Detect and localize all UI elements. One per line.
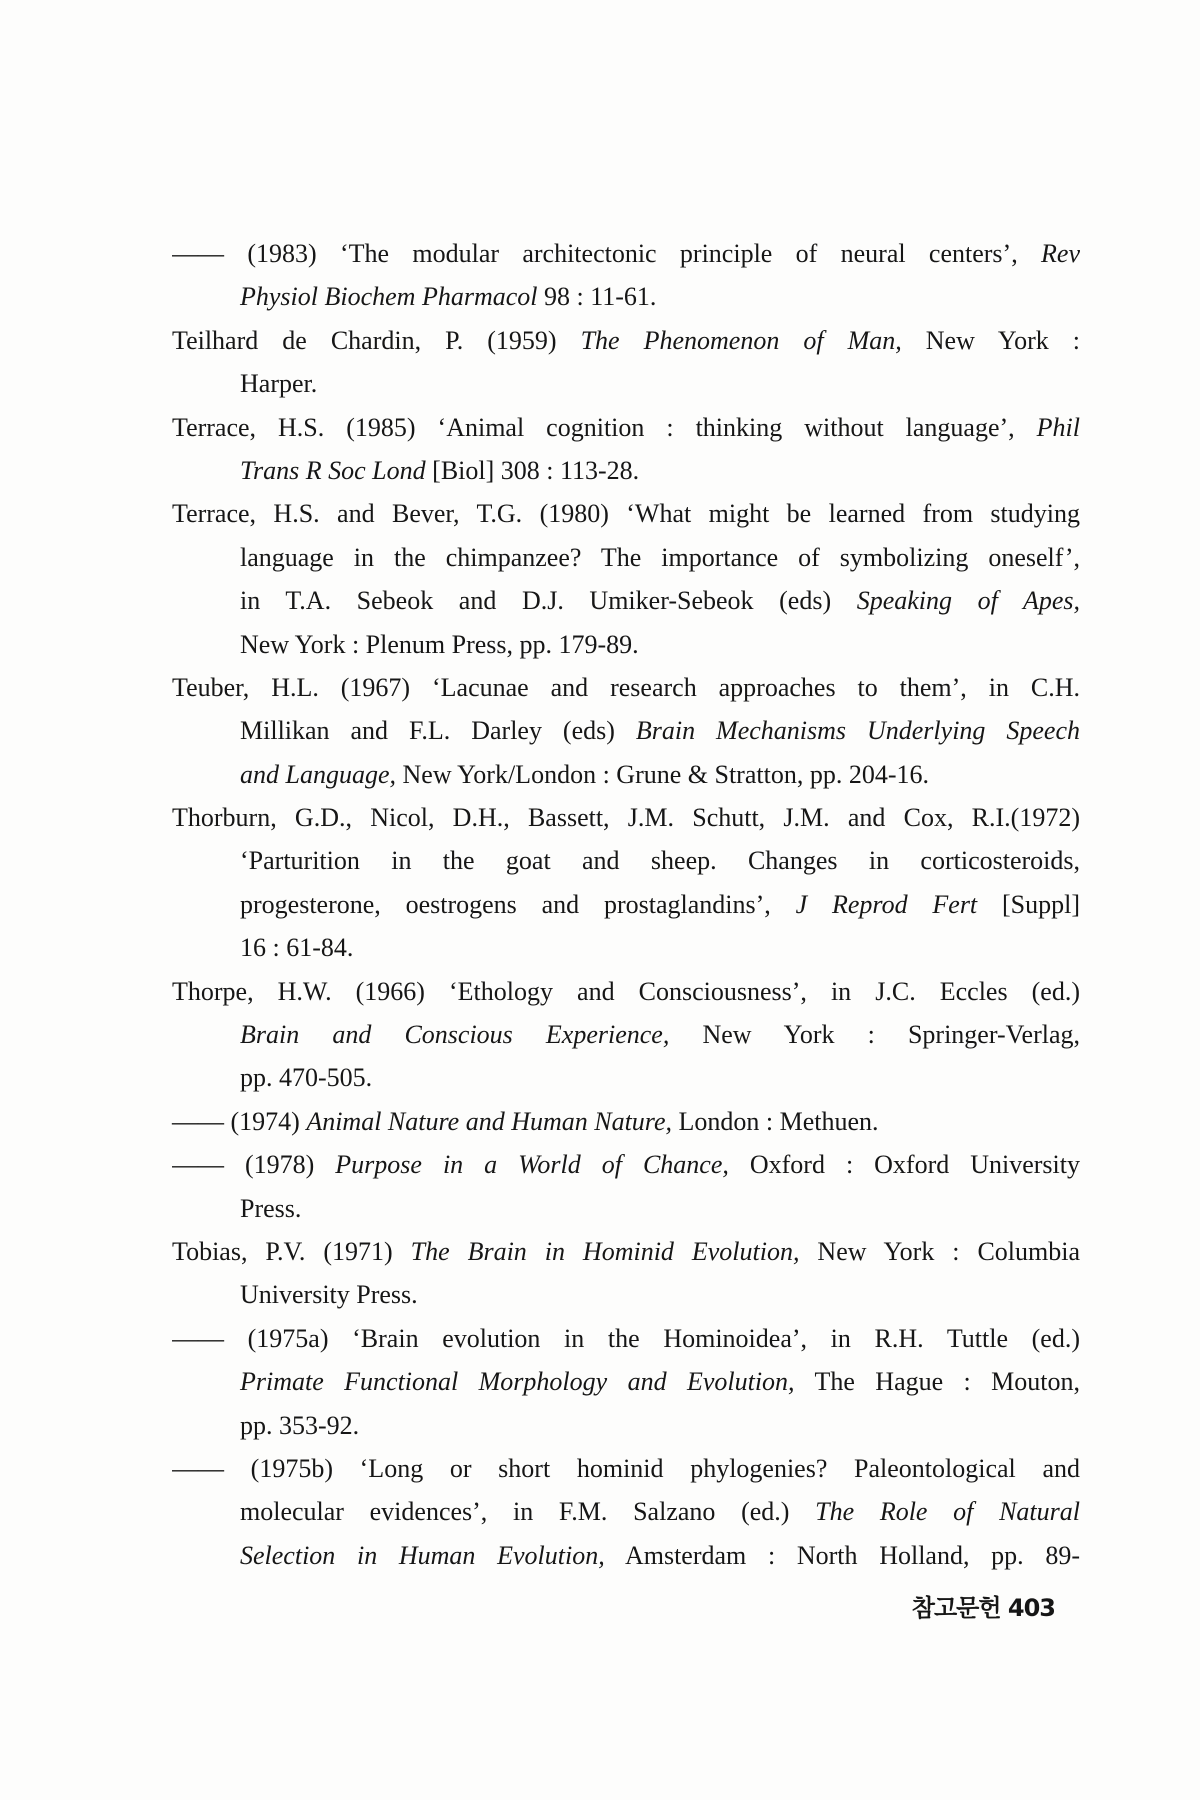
reference-line — [172, 319, 1080, 362]
reference-line — [172, 406, 1080, 449]
citation-text: Harper. — [240, 369, 318, 399]
reference-entry — [172, 406, 1080, 493]
reference-entry — [172, 232, 1080, 319]
reference-line — [172, 1100, 1080, 1143]
reference-entry — [172, 1447, 1080, 1577]
reference-entry — [172, 970, 1080, 1100]
italic-title: and Language, — [240, 759, 396, 789]
italic-title: Rev — [1041, 239, 1080, 268]
italic-title: The Brain in Hominid Evolution, — [410, 1236, 800, 1266]
citation-text: Tobias, P.V. (1971) — [172, 1236, 411, 1266]
citation-text: progesterone, oestrogens and prostaglandins’, — [240, 889, 796, 919]
citation-text: —— (1978) — [172, 1150, 336, 1180]
reference-line — [172, 1273, 1080, 1316]
reference-line — [172, 709, 1080, 752]
reference-line — [172, 1056, 1080, 1099]
reference-line — [172, 753, 1080, 796]
reference-entry — [172, 1100, 1080, 1143]
reference-line — [172, 883, 1080, 926]
reference-line — [172, 1447, 1080, 1490]
reference-entry — [172, 1143, 1080, 1230]
reference-entry — [172, 319, 1080, 406]
italic-title: Brain Mechanisms Underlying Speech — [635, 716, 1080, 746]
citation-text: New York : — [901, 325, 1080, 355]
citation-text: The Hague : Mouton, — [794, 1367, 1080, 1397]
citation-text: language in the chimpanzee? The importance of symbolizing oneself’, — [240, 542, 1080, 572]
reference-line — [172, 839, 1080, 882]
running-section-title: 참고문헌 — [911, 1594, 1001, 1622]
citation-text: in T.A. Sebeok and D.J. Umiker-Sebeok (eds) — [240, 586, 857, 616]
citation-text: Millikan and F.L. Darley (eds) — [240, 716, 636, 746]
citation-text: 98 : 11-61. — [537, 282, 657, 312]
citation-text: New York : Plenum Press, pp. 179-89. — [240, 629, 639, 659]
citation-text: Terrace, H.S. (1985) ‘Animal cognition : thinking without language’, — [172, 412, 1037, 442]
citation-text: Thorpe, H.W. (1966) ‘Ethology and Consciousness’, in J.C. Eccles (ed.) — [172, 976, 1080, 1006]
reference-line — [172, 492, 1080, 535]
reference-line — [172, 449, 1080, 492]
italic-title: J Reprod Fert — [795, 889, 978, 919]
citation-text: —— (1975a) ‘Brain evolution in the Hominoidea’, in R.H. Tuttle (ed.) — [172, 1323, 1080, 1353]
citation-text: [Biol] 308 : 113-28. — [425, 455, 640, 485]
citation-text: —— (1974) — [172, 1106, 307, 1136]
citation-text: New York/London : Grune & Stratton, pp. 204-16. — [396, 759, 929, 789]
italic-title: Speaking of Apes, — [856, 586, 1080, 616]
reference-line — [172, 232, 1080, 275]
reference-list — [172, 232, 1080, 1577]
citation-text: ‘Parturition in the goat and sheep. Changes in corticosteroids, — [240, 846, 1080, 876]
citation-text: Teuber, H.L. (1967) ‘Lacunae and research approaches to them’, in C.H. — [172, 672, 1080, 702]
citation-text: Oxford : Oxford University — [728, 1150, 1080, 1180]
citation-text: pp. 353-92. — [240, 1410, 360, 1440]
reference-line — [172, 579, 1080, 622]
reference-line — [172, 926, 1080, 969]
reference-line — [172, 666, 1080, 709]
italic-title: Brain and Conscious Experience, — [240, 1020, 670, 1050]
italic-title: Trans R Soc Lond — [240, 455, 426, 485]
citation-text: New York : Columbia — [799, 1236, 1080, 1266]
reference-line — [172, 1187, 1080, 1230]
citation-text: Press. — [240, 1193, 302, 1223]
reference-entry — [172, 1317, 1080, 1447]
reference-line — [172, 970, 1080, 1013]
reference-line — [172, 1404, 1080, 1447]
reference-line — [172, 275, 1080, 318]
citation-text: 16 : 61-84. — [240, 933, 354, 963]
citation-text: University Press. — [240, 1280, 418, 1310]
page-footer — [912, 1588, 1055, 1623]
reference-line — [172, 796, 1080, 839]
citation-text: [Suppl] — [977, 889, 1080, 919]
italic-title: The Phenomenon of Man, — [580, 325, 902, 355]
reference-entry — [172, 666, 1080, 796]
reference-line — [172, 623, 1080, 666]
citation-text: Amsterdam : North Holland, pp. 89- — [604, 1540, 1080, 1570]
page-number: 403 — [1007, 1594, 1055, 1622]
citation-text: molecular evidences’, in F.M. Salzano (ed.) — [240, 1497, 816, 1527]
reference-line — [172, 536, 1080, 579]
citation-text: —— (1975b) ‘Long or short hominid phylogenies? Paleontological and — [172, 1453, 1080, 1483]
italic-title: Purpose in a World of Chance, — [335, 1150, 729, 1180]
reference-line — [172, 1013, 1080, 1056]
reference-line — [172, 1490, 1080, 1533]
citation-text: London : Methuen. — [672, 1106, 879, 1136]
citation-text: New York : Springer-Verlag, — [669, 1020, 1080, 1050]
citation-text: Teilhard de Chardin, P. (1959) — [172, 325, 581, 355]
reference-line — [172, 1534, 1080, 1577]
reference-entry — [172, 796, 1080, 970]
italic-title: Physiol Biochem Pharmacol — [240, 282, 538, 312]
italic-title: Phil — [1036, 412, 1080, 442]
reference-entry — [172, 1230, 1080, 1317]
reference-line — [172, 362, 1080, 405]
citation-text: Terrace, H.S. and Bever, T.G. (1980) ‘What might be learned from studying — [172, 499, 1080, 529]
reference-entry — [172, 492, 1080, 666]
reference-line — [172, 1230, 1080, 1273]
reference-line — [172, 1360, 1080, 1403]
italic-title: Selection in Human Evolution, — [240, 1540, 605, 1570]
italic-title: Animal Nature and Human Nature, — [306, 1106, 673, 1136]
citation-text: —— (1983) ‘The modular architectonic principle of neural centers’, — [172, 239, 1042, 268]
italic-title: Primate Functional Morphology and Evolution, — [240, 1367, 795, 1397]
citation-text: Thorburn, G.D., Nicol, D.H., Bassett, J.M. Schutt, J.M. and Cox, R.I.(1972) — [172, 803, 1080, 833]
italic-title: The Role of Natural — [815, 1497, 1080, 1527]
reference-line — [172, 1143, 1080, 1186]
citation-text: pp. 470-505. — [240, 1063, 373, 1093]
reference-line — [172, 1317, 1080, 1360]
